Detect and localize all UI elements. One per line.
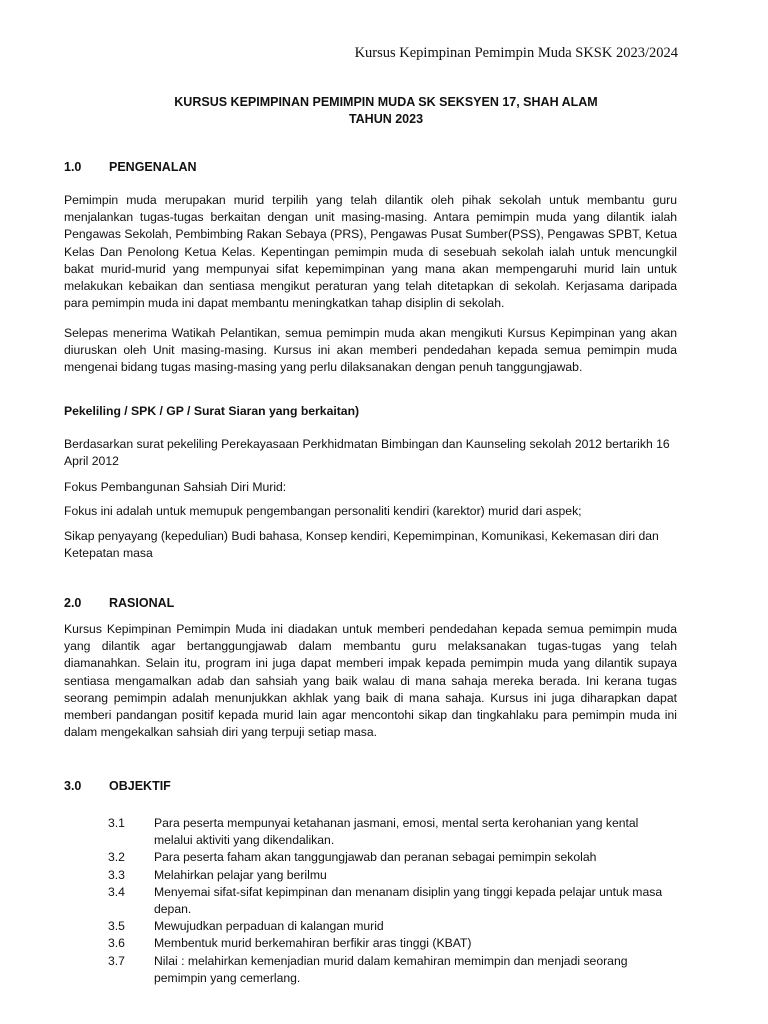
section-3-number: 3.0 [64, 779, 82, 793]
objective-number: 3.7 [108, 953, 125, 968]
objective-text: Mewujudkan perpaduan di kalangan murid [154, 919, 384, 934]
pekeliling-paragraph-3: Fokus ini adalah untuk memupuk pengembangan personaliti kendiri (karektor) murid dari aspek; [64, 504, 582, 518]
objective-text: Para peserta faham akan tanggungjawab dan peranan sebagai pemimpin sekolah [154, 850, 597, 865]
pekeliling-paragraph-4: Sikap penyayang (kepedulian) Budi bahasa, Konsep kendiri, Kepemimpinan, Komunikasi, Kekemasan diri dan Ketepatan masa [64, 529, 659, 561]
objective-item [108, 815, 688, 849]
pekeliling-paragraph-2: Fokus Pembangunan Sahsiah Diri Murid: [64, 480, 287, 494]
pekeliling-paragraph-1: Berdasarkan surat pekeliling Perekayasaan Perkhidmatan Bimbingan dan Kaunseling sekolah 2012 bertarikh 16 April 2012 [64, 437, 670, 469]
title-line-2: TAHUN 2023 [348, 112, 424, 126]
objective-list [108, 815, 688, 987]
section-2-number: 2.0 [64, 596, 82, 610]
objective-text: Membentuk murid berkemahiran berfikir aras tinggi (KBAT) [154, 936, 472, 951]
objective-text: Menyemai sifat-sifat kepimpinan dan menanam disiplin yang tinggi kepada pelajar untuk masa depan. [154, 884, 663, 917]
objective-item [108, 935, 688, 952]
section-1-title: PENGENALAN [109, 160, 197, 174]
objective-number: 3.3 [108, 867, 125, 882]
objective-text: Nilai : melahirkan kemenjadian murid dalam kemahiran memimpin dan menjadi seorang pemimpin yang cemerlang. [154, 953, 628, 985]
objective-number: 3.2 [108, 850, 125, 865]
objective-number: 3.6 [108, 936, 125, 951]
section-2-title: RASIONAL [109, 596, 175, 610]
pekeliling-heading: Pekeliling / SPK / GP / Surat Siaran yang berkaitan) [64, 404, 360, 418]
section-1-paragraph-1: Pemimpin muda merupakan murid terpilih yang telah dilantik oleh pihak sekolah untuk membantu guru menjalankan tugas-tugas berkaitan dengan unit masing-masing. Antara pemimpin muda yang dilantik ialah Pengawas Sekolah, Pembimbing Rakan Sebaya (PRS), Pengawas Pusat Sumber(PSS), Pengawas SPBT, Ketua Kelas Dan Penolong Ketua Kelas. Kepentingan pemimpin muda di sesebuah sekolah ialah untuk mencungkil bakat murid-murid yang mempunyai sifat kepemimpinan yang mana akan mempengaruhi murid lain untuk melakukan kebaikan dan sentiasa mengikut peraturan yang telah ditetapkan di sekolah. Kerjasama daripada para pemimpin muda ini dapat membantu meningkatkan tahap disiplin di sekolah. [64, 193, 677, 311]
objective-text: Melahirkan pelajar yang berilmu [154, 867, 327, 882]
section-1-heading [64, 160, 197, 174]
objective-number: 3.1 [108, 816, 125, 830]
document-title [64, 94, 708, 128]
objective-item [108, 918, 688, 935]
section-2-paragraph: Kursus Kepimpinan Pemimpin Muda ini diadakan untuk memberi pendedahan kepada semua pemimpin muda yang dilantik agar bertanggungjawab dalam membantu guru melaksanakan tugas-tugas yang telah diamanahkan. Selain itu, program ini juga dapat memberi impak kepada pemimpin muda yang dilantik supaya sentiasa mengamalkan adab dan sahsiah yang baik walau di mana sahaja mereka berada. Ini kerana tugas seorang pemimpin adalah menunjukkan akhlak yang baik di mana sahaja. Kursus ini juga diharapkan dapat memberi pandangan positif kepada murid lain agar mencontohi sikap dan tingkahlaku para pemimpin muda ini dalam mengekalkan sahsiah diri yang terpuji setiap masa. [64, 622, 677, 740]
section-1-number: 1.0 [64, 160, 82, 174]
objective-number: 3.4 [108, 884, 125, 899]
objective-item [108, 849, 688, 866]
section-2-heading [64, 596, 174, 610]
objective-item [108, 884, 688, 918]
objective-text: Para peserta mempunyai ketahanan jasmani, emosi, mental serta kerohanian yang kental melalui aktiviti yang dikendalikan. [154, 816, 639, 848]
section-3-title: OBJEKTIF [109, 779, 171, 793]
section-1-paragraph-2: Selepas menerima Watikah Pelantikan, semua pemimpin muda akan mengikuti Kursus Kepimpinan yang akan diuruskan oleh Unit masing-masing. Kursus ini akan memberi pendedahan kepada semua pemimpin muda mengenai bidang tugas masing-masing yang perlu dilaksanakan dengan penuh tanggungjawab. [64, 326, 677, 375]
section-3-heading [64, 779, 171, 793]
objective-number: 3.5 [108, 919, 125, 934]
running-header: Kursus Kepimpinan Pemimpin Muda SKSK 2023/2024 [354, 45, 678, 61]
title-line-1: KURSUS KEPIMPINAN PEMIMPIN MUDA SK SEKSYEN 17, SHAH ALAM [174, 95, 598, 109]
objective-item [108, 953, 688, 987]
objective-item [108, 867, 688, 884]
